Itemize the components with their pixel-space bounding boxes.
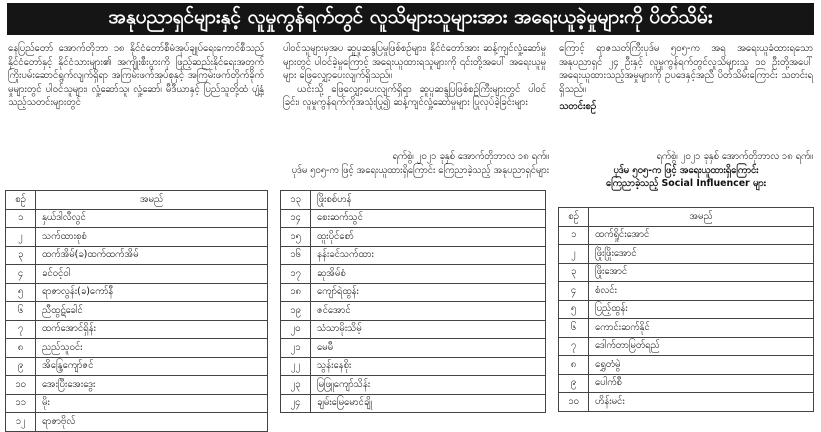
table-row [559, 263, 814, 282]
table-row [281, 283, 546, 302]
byline: သတင်းစဉ် [559, 101, 597, 113]
row-number: ၂၁ [281, 339, 311, 358]
row-name: ဒေါက်တာမြတ်ရည် [589, 337, 814, 356]
row-number: ၂၀ [281, 320, 311, 339]
table-row [6, 228, 268, 247]
table-row [559, 337, 814, 356]
table-row [6, 320, 268, 339]
table-row [6, 339, 268, 358]
row-number: ၉ [6, 357, 36, 376]
row-number: ၁၂ [6, 413, 36, 432]
row-number: ၄ [6, 265, 36, 284]
row-number: ၈ [559, 356, 589, 375]
table-row [559, 393, 814, 412]
row-number: ၁ [6, 209, 36, 228]
row-name: နှယ်ဒါလီလွင် [36, 209, 268, 228]
row-name: ချမ်းမြေမောင်ချို [311, 394, 546, 413]
caption-title-line: ပုဒ်မ ၅၀၅-က ဖြင့် အရေးယူထားရှိကြောင်း [613, 164, 759, 176]
row-number: ၁၄ [281, 209, 311, 228]
table-row [559, 226, 814, 245]
row-number: ၉ [559, 374, 589, 393]
row-name: ထူးပိုင်စော် [311, 228, 546, 247]
article-paragraph: နေပြည်တော် အောက်တိုဘာ ၁၈ နိုင်ငံတော်စီမံအုပ်ချုပ်ရေးကောင်စီသည် နိုင်ငံတော်နှင့် နိုင်ငံသားများ၏ အကျိုးစီးပွားကို ဖြည့်ဆည်းနိုင်ရေးအတွက် ကြိုးပမ်းဆောင်ရွက်လျက်ရှိရာ အကြမ်းဖက်အုပ်စုနှင့် အကြမ်းဖက်တိုက်ခိုက်မှုများတွင် ပါဝင်သူများ၊ လှုံ့ဆော်သူ၊ လှုံ့ဆော်၊ မီဒီယာနှင့် ပြည်သူတို့ထံ ပျံ့နှံ့သည့်သတင်းများတွင် [8, 43, 264, 109]
row-name: ဇင်အောင် [311, 302, 546, 321]
row-number: ၅ [559, 300, 589, 319]
row-name: သွန်းနေစိုး [311, 357, 546, 376]
row-name: ညီထွဋ်ခေါင် [36, 302, 268, 321]
row-number: ၂ [6, 228, 36, 247]
row-number: ၁၀ [6, 376, 36, 395]
row-name: ဖြိုးစစ်ဟန် [311, 191, 546, 210]
table-row [6, 394, 268, 413]
artists-table-part-1 [5, 190, 268, 432]
table-row [281, 191, 546, 210]
row-name: ထက်အောင်ရှိန်း [36, 320, 268, 339]
row-number: ၂၄ [281, 394, 311, 413]
row-name: ဟိန်းမင်း [589, 393, 814, 412]
row-number: ၇ [6, 320, 36, 339]
artists-list-caption [8, 150, 549, 177]
row-name: ရွှေတံမွဲ [589, 356, 814, 375]
row-number: ၁၇ [281, 265, 311, 284]
row-name: ဖြိုးအောင် [589, 263, 814, 282]
table-row [281, 394, 546, 413]
caption-date: ရက်စွဲ၊ ၂၀၂၁ ခုနှစ် အောက်တိုဘာလ ၁၈ ရက်။ [656, 151, 813, 162]
row-number: ၁၉ [281, 302, 311, 321]
table-row [281, 357, 546, 376]
row-number: ၁ [559, 226, 589, 245]
table-row [559, 245, 814, 264]
column-header-name: အမည် [589, 208, 814, 227]
row-name: ထက်ရှိုင်းအောင် [589, 226, 814, 245]
row-number: ၁၆ [281, 246, 311, 265]
table-row [281, 209, 546, 228]
column-header-no: စဉ် [6, 191, 36, 210]
table-row [6, 265, 268, 284]
column-header-name: အမည် [36, 191, 268, 210]
table-row [6, 357, 268, 376]
table-row [559, 319, 814, 338]
row-number: ၃ [6, 246, 36, 265]
table-row [6, 376, 268, 395]
article-column-1 [8, 42, 264, 110]
row-name: စံလင်း [589, 282, 814, 301]
row-number: ၁၁ [6, 394, 36, 413]
table-row [559, 356, 814, 375]
row-number: ၁၅ [281, 228, 311, 247]
row-number: ၃ [559, 263, 589, 282]
article-paragraph: ပါဝင်သူများမှအပ ဆူပူဆန္ဒပြမှုဖြစ်စဉ်များ၊ နိုင်ငံတော်အား ဆန့်ကျင်လှုံ့ဆော်မှုများတွင် ပါဝင်ခဲ့မှုကြောင့် အရေးယူထားရသူများကို ၎င်းတို့အပေါ် အရေးယူမှုများ ဖြေလျှော့ပေးလျက်ရှိသည်။ [283, 43, 546, 82]
table-row [6, 246, 268, 265]
row-number: ၁၀ [559, 393, 589, 412]
row-name: ဆုအိမ်စံ [311, 265, 546, 284]
table-row [559, 374, 814, 393]
table-row [281, 376, 546, 395]
column-header-no: စဉ် [559, 208, 589, 227]
row-number: ၁၈ [281, 283, 311, 302]
row-number: ၁၃ [281, 191, 311, 210]
row-name: ဖြိုးဖြိုးအောင် [589, 245, 814, 264]
row-number: ၆ [559, 319, 589, 338]
article-paragraph: ယင်းသို့ ဖြေလျှော့ပေးလျက်ရှိရာ ဆူပူဆန္ဒပြဖြစ်စဉ်ကြီးများတွင် ပါဝင်ခြင်း၊ လူမှုကွန်ရက်ကိုအသုံးပြု၍ ဆန့်ကျင်လှုံ့ဆော်မှုများ ပြုလုပ်ခဲ့ခြင်းများ [283, 83, 546, 109]
row-number: ၆ [6, 302, 36, 321]
row-name: ကောင်းဆက်နိုင် [589, 319, 814, 338]
table-row [559, 282, 814, 301]
caption-date: ရက်စွဲ၊ ၂၀၂၁ ခုနှစ် အောက်တိုဘာလ ၁၈ ရက်။ [392, 151, 549, 162]
table-row [281, 339, 546, 358]
row-name: ရာဇာဗိုလ် [36, 413, 268, 432]
row-name: မိုး [36, 394, 268, 413]
table-row [281, 302, 546, 321]
table-row [559, 300, 814, 319]
row-name: မြဖြူကျော်သိန်း [311, 376, 546, 395]
row-name: ခင်ဝင့်ဝါ [36, 265, 268, 284]
influencers-table [558, 207, 814, 412]
article-column-2 [283, 42, 546, 110]
row-name: ထက်အိမ်(ခ)ထက်ထက်အိမ် [36, 246, 268, 265]
table-row [6, 283, 268, 302]
row-name: ပေါက်စီ [589, 374, 814, 393]
article-paragraph: ကြောင့် ရာဇသတ်ကြီးပုဒ်မ ၅၀၅-က အရ အရေးယူခံထားရသော အနုပညာရှင် ၂၄ ဦးနှင့် လူမှုကွန်ရက်တွင်လူသိများသူ ၁၀ ဦးတို့အပေါ် အရေးယူထားသည့်အမှုများကို ဥပဒေနှင့်အညီ ပိတ်သိမ်းကြောင်း သတင်းရရှိသည်။ [559, 43, 813, 95]
table-row [281, 265, 546, 284]
row-name: ကျော်ရဲထွန်း [311, 283, 546, 302]
table-row [281, 228, 546, 247]
row-number: ၈ [6, 339, 36, 358]
row-number: ၂၃ [281, 376, 311, 395]
row-name: သက်ထားစုစံ [36, 228, 268, 247]
row-name: စေးဆက်သွင် [311, 209, 546, 228]
article-column-3 [559, 42, 813, 114]
table-row [6, 209, 268, 228]
table-row [281, 246, 546, 265]
table-row [6, 413, 268, 432]
row-number: ၇ [559, 337, 589, 356]
row-name: မေမီ [311, 339, 546, 358]
row-number: ၅ [6, 283, 36, 302]
caption-title-line: ကြေညာခဲ့သည့် Social Influencer များ [605, 178, 767, 189]
table-row [6, 302, 268, 321]
row-number: ၂၂ [281, 357, 311, 376]
row-name: သံသာမိုးသိမ့် [311, 320, 546, 339]
influencers-list-caption [559, 150, 813, 191]
table-row [281, 320, 546, 339]
headline: အနုပညာရှင်များနှင့် လူမှုကွန်ရက်တွင် လူသိများသူများအား အရေးယူခဲ့မှုများကို ပိတ်သိမ်း [7, 3, 814, 35]
row-name: ပြည့်ထွန်း [589, 300, 814, 319]
row-name: အေးပြီးအေးဒွေး [36, 376, 268, 395]
row-name: နန်းခင်သက်ထား [311, 246, 546, 265]
caption-title: ပုဒ်မ ၅၀၅-က ဖြင့် အရေးယူထားရှိကြောင်း ကြေညာခဲ့သည့် အနုပညာရှင်များ [291, 164, 549, 176]
row-name: ရာဇာလွန်း(ခ)ကော်နီ [36, 283, 268, 302]
row-number: ၄ [559, 282, 589, 301]
artists-table-part-2 [280, 190, 546, 413]
row-number: ၂ [559, 245, 589, 264]
row-name: ညည်သူဝင်း [36, 339, 268, 358]
row-name: အိန္ဒြေကျော်ဇင် [36, 357, 268, 376]
